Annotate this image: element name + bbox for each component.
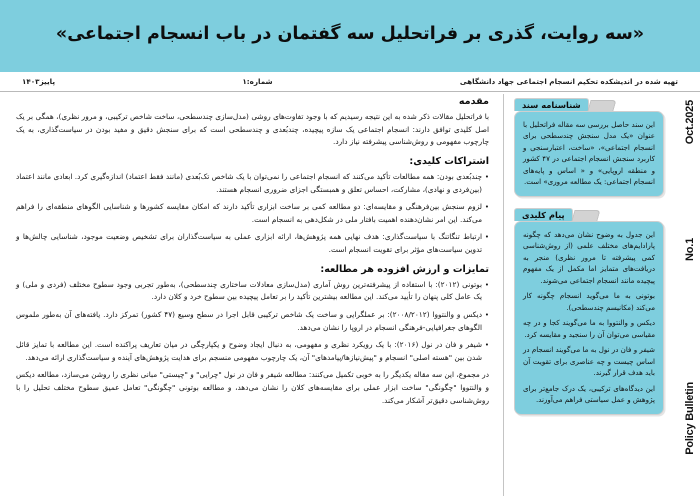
folder-notch-icon [587, 100, 616, 111]
spine-label-series: Policy Bulletin [684, 382, 696, 455]
column-divider [503, 94, 504, 496]
folder-tab-label-key-message: پیام کلیدی [514, 208, 573, 221]
article-paragraph: در مجموع، این سه مقاله یکدیگر را به خوبی تکمیل می‌کنند: مطالعه شیفر و فان در نول "چرایی" و "چیستی" مبانی نظری را روشن می‌سازد، مطالعه دیکس و والنتووا "چگونگی" ساخت ابزار عملی برای مقایسه‌های کلان را نشان می‌دهد، و مطالعه بوتونی "چگونگی" تعامل عمیق سطوح مختلف تحلیل را با روش‌شناسی دقیق‌تر آشکار می‌کند. [16, 370, 489, 405]
issue-number-label: شماره:۱ [242, 77, 273, 86]
sidebar-card-document-id [514, 96, 664, 197]
article-column [0, 92, 499, 500]
article-bullet-paragraph: • دیکس و والنتووا (۲۰۰۸/۲۰۱۲): بر عملگرایی و ساخت یک شاخص ترکیبی قابل اجرا در سطح وسیع (۴۷ کشور) تمرکز دارد. یافته‌های آن به‌طور ملموس الگوهای جغرافیایی-فرهنگی انسجام در اروپا را نشان می‌دهد. [16, 309, 489, 334]
page-title: «سه روایت، گذری بر فراتحلیل سه گفتمان در باب انسجام اجتماعی» [55, 24, 645, 45]
article-paragraph: با فراتحلیل مقالات ذکر شده به این نتیجه رسیدیم که با وجود تفاوت‌های روشی (مدل‌سازی چندسطحی، ساخت شاخص ترکیبی، و مرور نظری)، همگی بر یک اصل کلیدی توافق دارند: انسجام اجتماعی یک سازه پیچیده، چندبُعدی و چندسطحی است که برای سنجش دقیق و مفید بودن در سیاست‌گذاری، به یک چارچوب مفهومی و روش‌شناسی پیشرفته نیاز دارد. [16, 112, 489, 147]
page-body [0, 92, 700, 500]
article-bullet-paragraph: • ارتباط تنگاتنگ با سیاست‌گذاری: هدف نهایی همه پژوهش‌ها، ارائه ابزاری عملی به سیاست‌گذاران برای تشخیص وضعیت موجود، شناسایی چالش‌ها و تدوین سیاست‌های مؤثر برای تقویت انسجام است. [16, 231, 489, 256]
folder-body-key-message [514, 221, 664, 415]
sidebar [508, 92, 666, 500]
folder-notch-icon [571, 210, 600, 221]
article-bullet-paragraph: • لزوم سنجش بین‌فرهنگی و مقایسه‌ای: دو مطالعه کمی بر ساخت ابزاری تأکید دارند که امکان مقایسه کشورها و شناسایی الگوهای منطقه‌ای را فراهم می‌کند. این امر نشان‌دهنده اهمیت بافتار ملی در شکل‌دهی به انسجام است. [16, 201, 489, 226]
card-paragraph: این جدول به وضوح نشان می‌دهد که چگونه پارادایم‌های مختلف علمی (از روش‌شناسی کمی پیشرفته تا مرور نظری) منجر به دریافت‌های متمایز اما مکمل از یک مفهوم پیچیده مانند انسجام اجتماعی می‌شوند. [523, 229, 655, 285]
masthead-banner [0, 0, 700, 72]
card-paragraph: دیکس و والنتووا به ما می‌گویند کجا و در چه مقیاسی می‌توان آن را سنجید و مقایسه کرد. [523, 318, 655, 339]
issue-date-label: پاییز۱۴۰۳ [22, 77, 56, 86]
publisher-label: تهیه شده در اندیشکده تحکیم انسجام اجتماعی جهاد دانشگاهی [459, 77, 678, 86]
spine-label-number: No.1 [684, 238, 696, 262]
section-heading-distinctions: تمایزات و ارزش افزوده هر مطالعه: [320, 263, 489, 275]
article-bullet-paragraph: • شیفر و فان در نول (۲۰۱۶): با یک رویکرد نظری و مفهومی، به دنبال ایجاد وضوح و یکپارچگی در میان تعاریف پراکنده است. این مطالعه با تمایز قائل شدن بین "هسته اصلی" انسجام و "پیش‌نیازها/پیامدهای" آن، یک چارچوب مفهومی منسجم برای هدایت پژوهش‌های آینده و سیاست‌گذاری ارائه می‌دهد. [16, 339, 489, 364]
publication-info-bar [0, 72, 700, 92]
spine-labels [666, 92, 700, 500]
card-paragraph: این دیدگاه‌های ترکیبی، یک درک جامع‌تر برای پژوهش و عمل سیاستی فراهم می‌آورند. [523, 383, 655, 405]
folder-tab-row [514, 96, 658, 111]
folder-tab-row [514, 206, 658, 221]
article-bullet-paragraph: • بوتونی (۲۰۱۲): با استفاده از پیشرفته‌ترین روش آماری (مدل‌سازی معادلات ساختاری چندسطحی)، به‌طور تجربی وجود سطوح مختلف (فردی و ملی) و یک عامل کلی پنهان را تأیید می‌کند. این مطالعه بیشترین تأکید را بر تعامل پیچیده بین سطوح خرد و کلان دارد. [16, 279, 489, 304]
card-paragraph: بوتونی به ما می‌گوید انسجام چگونه کار می‌کند (مکانیسم چندسطحی). [523, 291, 655, 312]
spine-label-date: Oct.2025 [684, 100, 696, 145]
section-heading-commonalities: اشتراکات کلیدی: [409, 155, 489, 167]
sidebar-card-key-message [514, 206, 664, 415]
folder-body-document-id [514, 111, 664, 197]
article-bullet-paragraph: • چندبُعدی بودن: همه مطالعات تأکید می‌کنند که انسجام اجتماعی را نمی‌توان با یک شاخص تک‌بُعدی (مانند فقط اعتماد) اندازه‌گیری کرد. ابعادی مانند اعتماد (بین‌فردی و نهادی)، مشارکت، احساس تعلق و همبستگی اجزای ضروری انسجام هستند. [16, 171, 489, 196]
folder-tab-label-document-id: شناسنامه سند [514, 98, 589, 111]
card-paragraph: این سند حاصل بررسی سه مقاله فراتحلیل با عنوان «یک مدل سنجش چندسطحی برای انسجام اجتماعی»، «ساخت، اعتبارسنجی و کاربرد سنجش انسجام اجتماعی در ۴۷ کشور و منطقه اروپایی» و « اساس و پایه‌های انسجام اجتماعی: یک مطالعه مروری» است. [523, 120, 655, 187]
card-paragraph: شیفر و فان در نول به ما می‌گویند انسجام در اساس چیست و چه عناصری برای تقویت آن باید هدف قرار گیرند. [523, 345, 655, 378]
section-heading-introduction: مقدمه [458, 96, 489, 107]
